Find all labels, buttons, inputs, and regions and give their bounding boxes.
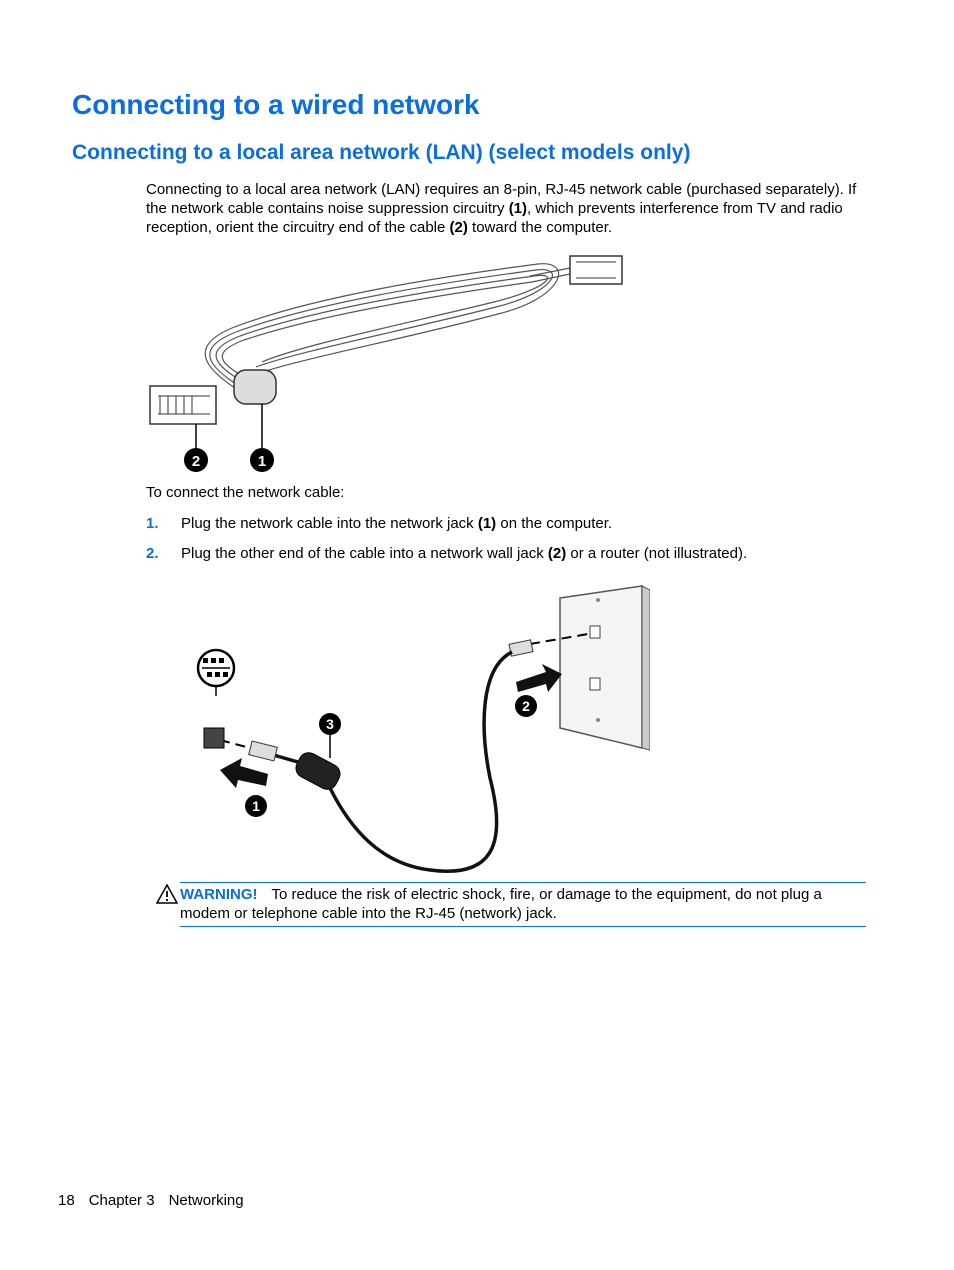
- para-bold-1: (1): [508, 200, 528, 217]
- far-rj45-connector: [570, 256, 622, 284]
- callout-2-label: 2: [191, 453, 201, 470]
- wall-insert-arrow: [516, 664, 562, 692]
- step-2-bold: (2): [547, 545, 567, 562]
- step-2-text-b: or a router (not illustrated).: [566, 545, 748, 562]
- instructions-intro: To connect the network cable:: [146, 484, 345, 501]
- cable-connection-illustration: [190, 578, 650, 878]
- warning-icon: [156, 884, 178, 904]
- footer-chapter: Chapter 3: [88, 1192, 155, 1209]
- callout-1-label: 1: [257, 453, 267, 470]
- wall-plate: [560, 586, 642, 748]
- cable-plug-wall: [509, 640, 533, 656]
- computer-network-jack: [204, 728, 224, 748]
- footer-section: Networking: [168, 1192, 244, 1209]
- page-footer: [58, 1192, 258, 1209]
- step-1-bold: (1): [477, 515, 497, 532]
- step-1-text-a: Plug the network cable into the network jack: [181, 515, 478, 532]
- wall-jack-upper: [590, 626, 600, 638]
- ferrite-core: [292, 749, 343, 793]
- noise-suppression-ferrite: [234, 370, 276, 404]
- page-title: Connecting to a wired network: [72, 89, 480, 120]
- callout-2-label: 2: [522, 698, 530, 714]
- computer-insert-arrow: [220, 758, 268, 788]
- warning-text: To reduce the risk of electric shock, fire, or damage to the equipment, do not plug a modem or telephone cable into the RJ-45 (network) jack.: [180, 886, 822, 922]
- para-text-3: toward the computer.: [467, 219, 613, 236]
- cable-plug-computer: [249, 741, 278, 761]
- warning-box: [180, 882, 866, 927]
- callout-1-label: 1: [252, 798, 260, 814]
- callout-3-label: 3: [326, 716, 334, 732]
- step-1-number: 1.: [146, 515, 159, 532]
- step-1-text: [181, 515, 612, 532]
- warning-label: WARNING!: [180, 886, 258, 903]
- intro-paragraph: [146, 180, 866, 237]
- network-cable-illustration: [146, 252, 626, 474]
- step-2-text: [181, 545, 747, 562]
- step-2-number: 2.: [146, 545, 159, 562]
- para-bold-2: (2): [449, 219, 468, 236]
- network-jack-icon: [198, 650, 234, 686]
- network-cable: [302, 652, 512, 871]
- page-number: 18: [58, 1192, 75, 1209]
- para-text-2: , which prevents interference from TV and radio reception, orient the circuitry end of the cable: [146, 200, 843, 236]
- step-1-text-b: on the computer.: [496, 515, 613, 532]
- step-2-text-a: Plug the other end of the cable into a network wall jack: [181, 545, 548, 562]
- wall-jack-lower: [590, 678, 600, 690]
- para-text-1: Connecting to a local area network (LAN) requires an 8-pin, RJ-45 network cable (purchased separately). If the network cable contains noise suppression circuitry: [146, 181, 857, 217]
- section-heading: Connecting to a local area network (LAN) (select models only): [72, 141, 691, 164]
